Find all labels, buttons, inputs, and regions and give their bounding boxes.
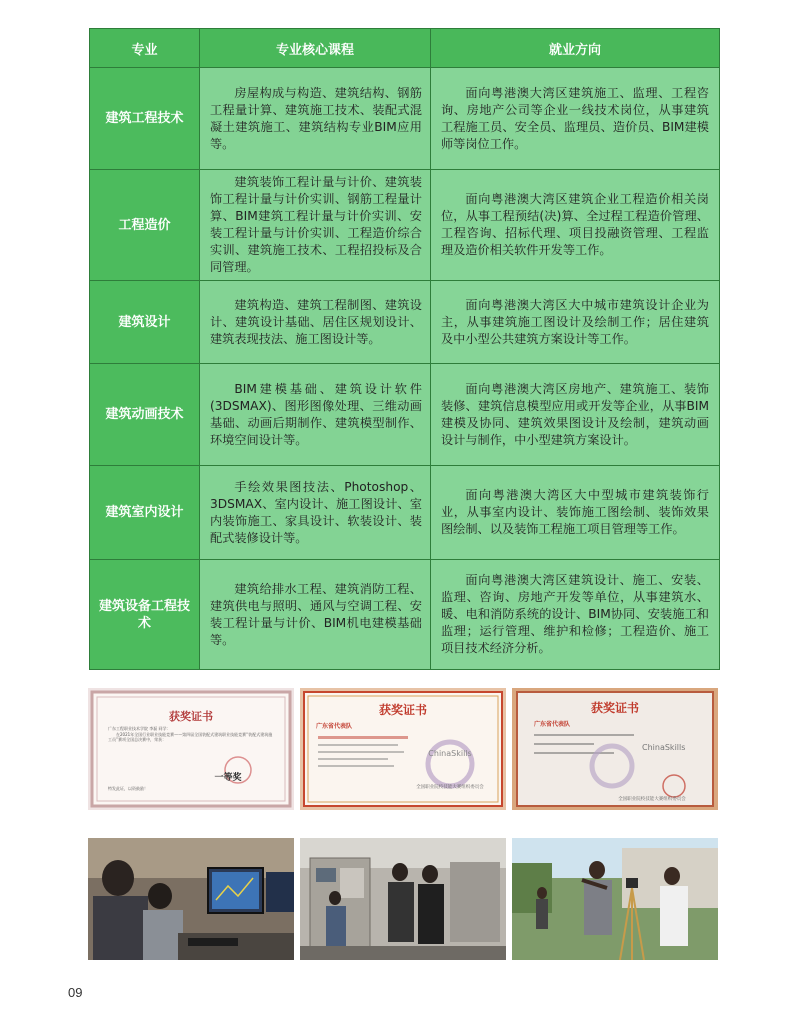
table-row [90, 466, 720, 560]
employment-text: 面向粤港澳大湾区大中城市建筑设计企业为主，从事建筑施工图设计及绘制工作；居住建筑及中小型公共建筑方案设计等工作。 [441, 297, 709, 346]
employment-text: 面向粤港澳大湾区建筑企业工程造价相关岗位，从事工程预结(决)算、全过程工程造价管理、工程咨询、招标代理、项目投融资管理、工程监理及造价相关软件开发等工作。 [441, 192, 709, 257]
major-table [89, 28, 720, 670]
certificate-2-title: 获奖证书 [378, 703, 428, 717]
certificate-1-recipient: 广东工程职业技术学院 李磊 同学： [108, 726, 171, 731]
major-name: 建筑设计 [90, 281, 200, 364]
core-courses-cell [200, 466, 431, 560]
employment-cell [431, 364, 720, 466]
major-name: 建筑工程技术 [90, 68, 200, 170]
core-courses-text: 建筑装饰工程计量与计价、建筑装饰工程计量与计价实训、钢筋工程量计算、BIM建筑工程计量与计价实训、安装工程计量与计价实训、工程造价综合实训、建筑施工技术、工程招投标及合同管理。 [210, 175, 422, 274]
surveying-graphic [512, 838, 718, 960]
core-courses-cell [200, 68, 431, 170]
major-name: 工程造价 [90, 170, 200, 281]
table-row [90, 364, 720, 466]
certificate-2-issuer: 全国职业院校技能大赛组织委员会 [416, 785, 484, 790]
major-name: 建筑室内设计 [90, 466, 200, 560]
computer-lab-graphic [88, 838, 294, 960]
award-certificate-photo-3 [512, 688, 718, 810]
page-number: 09 [68, 985, 83, 1000]
header-employment: 就业方向 [431, 29, 720, 68]
employment-cell [431, 281, 720, 364]
certificate-1-graphic [88, 688, 294, 810]
core-courses-text: 建筑构造、建筑工程制图、建筑设计、建筑设计基础、居住区规划设计、建筑表现技法、施工图设计等。 [210, 297, 422, 346]
certificate-1-footer: 特发此证，以资鼓励！ [108, 786, 148, 791]
certificate-3-issuer: 全国职业院校技能大赛组织委员会 [618, 797, 686, 802]
award-certificate-photo-2 [300, 688, 506, 810]
core-courses-cell [200, 364, 431, 466]
certificate-1-title: 获奖证书 [169, 710, 213, 723]
core-courses-text: 房屋构成与构造、建筑结构、钢筋工程量计算、建筑施工技术、装配式混凝土建筑施工、建筑结构专业BIM应用等。 [210, 85, 422, 151]
core-courses-text: BIM建模基础、建筑设计软件(3DSMAX)、图形图像处理、三维动画基础、动画后期制作、建筑模型制作、环境空间设计等。 [210, 381, 422, 447]
major-name: 建筑动画技术 [90, 364, 200, 466]
certificate-2-brand: ChinaSkills [428, 749, 472, 758]
core-courses-text: 建筑给排水工程、建筑消防工程、建筑供电与照明、通风与空调工程、安装工程计量与计价、BIM机电建模基础等。 [210, 581, 422, 647]
table-row [90, 170, 720, 281]
certificate-3-title: 获奖证书 [590, 701, 640, 715]
core-courses-text: 手绘效果图技法、Photoshop、3DSMAX、室内设计、施工图设计、室内装饰施工、家具设计、软装设计、装配式装修设计等。 [210, 479, 422, 545]
employment-text: 面向粤港澳大湾区建筑施工、监理、工程咨询、房地产公司等企业一线技术岗位，从事建筑工程施工员、安全员、监理员、造价员、BIM建模师等岗位工作。 [441, 85, 709, 151]
theodolite-icon [626, 878, 638, 888]
students-computer-lab-photo [88, 838, 294, 960]
certificate-1-body: 在2021年全国行业职业技能竞赛——第四届全国装配式建筑职业技能竞赛“装配式建筑施工员”赛项全国总决赛中，荣获： [108, 731, 273, 742]
employment-cell [431, 68, 720, 170]
table-row [90, 560, 720, 670]
workshop-graphic [300, 838, 506, 960]
award-certificate-photo-1 [88, 688, 294, 810]
employment-text: 面向粤港澳大湾区大中型城市建筑装饰行业，从事室内设计、装饰施工图绘制、装饰效果图绘制、以及装饰工程施工项目管理等工作。 [441, 488, 709, 536]
table-row [90, 281, 720, 364]
header-core-courses: 专业核心课程 [200, 29, 431, 68]
core-courses-cell [200, 560, 431, 670]
certificate-3-brand: ChinaSkills [642, 743, 686, 752]
workshop-training-photo [300, 838, 506, 960]
table-row [90, 68, 720, 170]
outdoor-surveying-photo [512, 838, 718, 960]
employment-text: 面向粤港澳大湾区房地产、建筑施工、装饰装修、建筑信息模型应用或开发等企业，从事BIM建模及协同、建筑效果图设计及绘制，建筑动画设计与制作，中小型建筑方案设计。 [441, 381, 709, 447]
core-courses-cell [200, 281, 431, 364]
employment-text: 面向粤港澳大湾区建筑设计、施工、安装、监理、咨询、房地产开发等单位，从事建筑水、暖、电和消防系统的设计、BIM协同、安装施工和监理；运行管理、维护和检修；工程造价、施工项目技术经济分析。 [441, 573, 709, 655]
certificate-3-team: 广东省代表队 [534, 721, 571, 728]
core-courses-cell [200, 170, 431, 281]
certificate-2-graphic [300, 688, 506, 810]
employment-cell [431, 560, 720, 670]
certificate-1-award: 一等奖 [214, 773, 242, 783]
major-name: 建筑设备工程技术 [90, 560, 200, 670]
employment-cell [431, 466, 720, 560]
table-header-row [90, 29, 720, 68]
certificate-3-graphic [512, 688, 718, 810]
header-major: 专业 [90, 29, 200, 68]
certificate-2-team: 广东省代表队 [316, 723, 353, 730]
employment-cell [431, 170, 720, 281]
